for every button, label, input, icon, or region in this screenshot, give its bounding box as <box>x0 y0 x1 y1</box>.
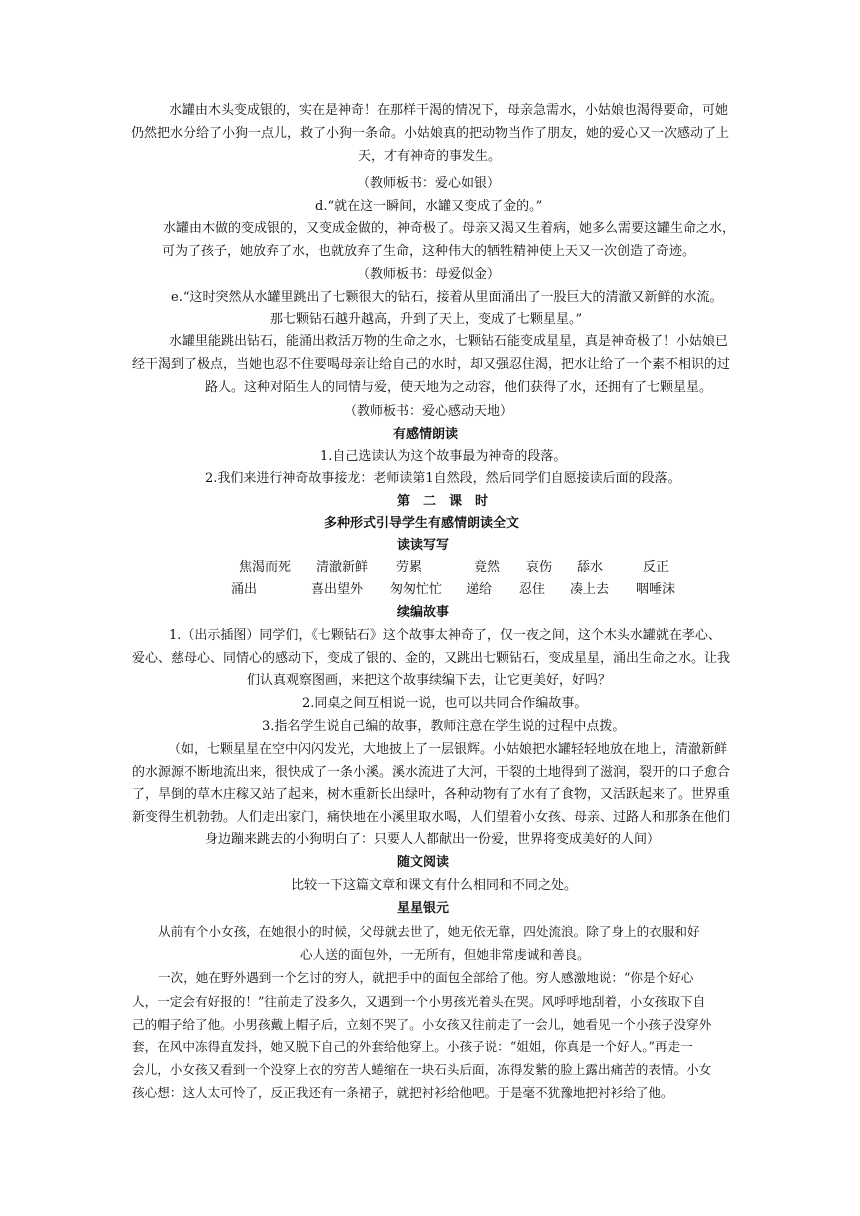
reading-line: 心人送的面包外，一无所有，但她非常虔诚和善良。 <box>300 947 590 962</box>
paragraph-line: 1.自己选读认为这个故事最为神奇的段落。 <box>320 449 567 464</box>
vocab-word: 焦渴而死 <box>239 560 292 575</box>
reading-line: 一次，她在野外遇到一个乞讨的穷人，就把手中的面包全部给了他。穷人感激地说：“你是个好心 <box>158 970 694 985</box>
reading-line: 孩心想：这人太可怜了，反正我还有一条裙子，就把衬衫给他吧。于是毫不犹豫地把衬衫给了他。 <box>132 1085 674 1100</box>
paragraph-line: 水罐里能跳出钻石，能涌出救活万物的生命之水，七颗钻石能变成星星，真是神奇极了！小姑娘已 <box>169 334 729 349</box>
paragraph-line: 路人。这种对陌生人的同情与爱，使天地为之动容，他们获得了水，还拥有了七颗星星。 <box>205 380 713 395</box>
reading-title: 星星银元 <box>397 901 450 916</box>
paragraph-line: 1.（出示插图）同学们，《七颗钻石》这个故事太神奇了，仅一夜之间，这个木头水罐就在孝心、 <box>169 628 721 643</box>
vocab-word: 咽唾沫 <box>636 582 676 597</box>
paragraph-line: 的水源源不断地流出来，很快成了一条小溪。溪水流进了大河，干裂的土地得到了滋润，裂开的口子愈合 <box>132 765 731 780</box>
paragraph-line: 身边蹦来跳去的小狗明白了：只要人人都献出一份爱，世界将变成美好的人间） <box>205 832 661 847</box>
reading-line: 人，一定会有好报的！”往前走了没多久，又遇到一个小男孩光着头在哭。风呼呼地刮着，小女孩取下自 <box>132 994 706 1009</box>
vocab-word: 匆匆忙忙 <box>390 582 443 597</box>
paragraph-line: 天，才有神奇的事发生。 <box>358 149 502 164</box>
quote-line: d.“就在这一瞬间，水罐又变成了金的。” <box>315 199 543 214</box>
vocab-word: 忍住 <box>519 582 546 597</box>
paragraph-line: 水罐由木做的变成银的，又变成金做的，神奇极了。母亲又渴又生着病，她多么需要这罐生命之水， <box>163 221 736 236</box>
paragraph-line: 可为了孩子，她放弃了水，也就放弃了生命，这种伟大的牺牲精神使上天又一次创造了奇迹。 <box>162 244 696 259</box>
blackboard-note: （教师板书：母爱似金） <box>357 267 501 282</box>
paragraph-line: 经干渴到了极点，当她也忍不住要喝母亲让给自己的水时，却又强忍住渴，把水让给了一个素不相识的过 <box>132 357 731 372</box>
paragraph-line: 2.同桌之间互相说一说，也可以共同合作编故事。 <box>302 696 588 711</box>
section-heading: 有感情朗读 <box>393 427 459 442</box>
paragraph-line: 2.我们来进行神奇故事接龙：老师读第1自然段，然后同学们自愿接读后面的段落。 <box>205 471 681 486</box>
section-heading: 多种形式引导学生有感情朗读全文 <box>324 516 520 531</box>
vocab-word: 劳累 <box>396 560 423 575</box>
paragraph-line: 3.指名学生说自己编的故事，教师注意在学生说的过程中点拨。 <box>262 719 626 734</box>
quote-line: e.“这时突然从水罐里跳出了七颗很大的钻石，接着从里面涌出了一股巨大的清澈又新鲜的水流。 <box>171 290 723 305</box>
vocab-word: 凑上去 <box>570 582 610 597</box>
paragraph-line: 们认真观察图画，来把这个故事续编下去，让它更美好，好吗？ <box>247 673 612 688</box>
paragraph-line: 了，旱倒的草木庄稼又站了起来，树木重新长出绿叶，各种动物有了水有了食物，又活跃起来了。世界重 <box>132 787 731 802</box>
paragraph-line: 新变得生机勃勃。人们走出家门，痛快地在小溪里取水喝，人们望着小女孩、母亲、过路人和那条在他们 <box>132 810 731 825</box>
vocab-word: 清澈新鲜 <box>316 560 369 575</box>
lesson-heading: 第 二 课 时 <box>397 494 489 509</box>
section-heading: 随文阅读 <box>397 855 450 870</box>
vocab-word: 舔水 <box>577 560 604 575</box>
reading-line: 己的帽子给了他。小男孩戴上帽子后，立刻不哭了。小女孩又往前走了一会儿，她看见一个小孩子没穿外 <box>132 1017 712 1032</box>
vocab-word: 竟然 <box>474 560 501 575</box>
paragraph-line: 水罐由木头变成银的，实在是神奇！在那样干渴的情况下，母亲急需水，小姑娘也渴得要命，可她 <box>169 103 729 118</box>
section-heading: 续编故事 <box>397 605 450 620</box>
vocab-word: 反正 <box>643 560 670 575</box>
reading-line: 从前有个小女孩，在她很小的时候，父母就去世了，她无依无靠，四处流浪。除了身上的衣服和好 <box>158 924 700 939</box>
blackboard-note: （教师板书：爱心如银） <box>357 176 501 191</box>
paragraph-line: 比较一下这篇文章和课文有什么相同和不同之处。 <box>291 878 578 893</box>
paragraph-line: 爱心、慈母心、同情心的感动下，变成了银的、金的，又跳出七颗钻石，变成星星，涌出生命之水。让我 <box>132 651 731 666</box>
paragraph-line: （如，七颗星星在空中闪闪发光，大地披上了一层银辉。小姑娘把水罐轻轻地放在地上，清澈新鲜 <box>168 742 728 757</box>
quote-line: 那七颗钻石越升越高，升到了天上，变成了七颗星星。” <box>270 312 583 327</box>
vocab-word: 喜出望外 <box>311 582 364 597</box>
vocab-word: 涌出 <box>231 582 258 597</box>
vocab-word: 递给 <box>466 582 493 597</box>
reading-line: 套，在风中冻得直发抖，她又脱下自己的外套给他穿上。小孩子说：“姐姐，你真是一个好人。”再走一 <box>132 1039 693 1054</box>
section-heading: 读读写写 <box>397 538 450 553</box>
paragraph-line: 仍然把水分给了小狗一点儿，救了小狗一条命。小姑娘真的把动物当作了朋友，她的爱心又一次感动了上 <box>131 126 730 141</box>
reading-line: 会儿，小女孩又看到一个没穿上衣的穷苦人蜷缩在一块石头后面，冻得发紫的脸上露出痛苦的表情。小女 <box>132 1062 712 1077</box>
blackboard-note: （教师板书：爱心感动天地） <box>344 404 514 419</box>
vocab-word: 哀伤 <box>526 560 553 575</box>
